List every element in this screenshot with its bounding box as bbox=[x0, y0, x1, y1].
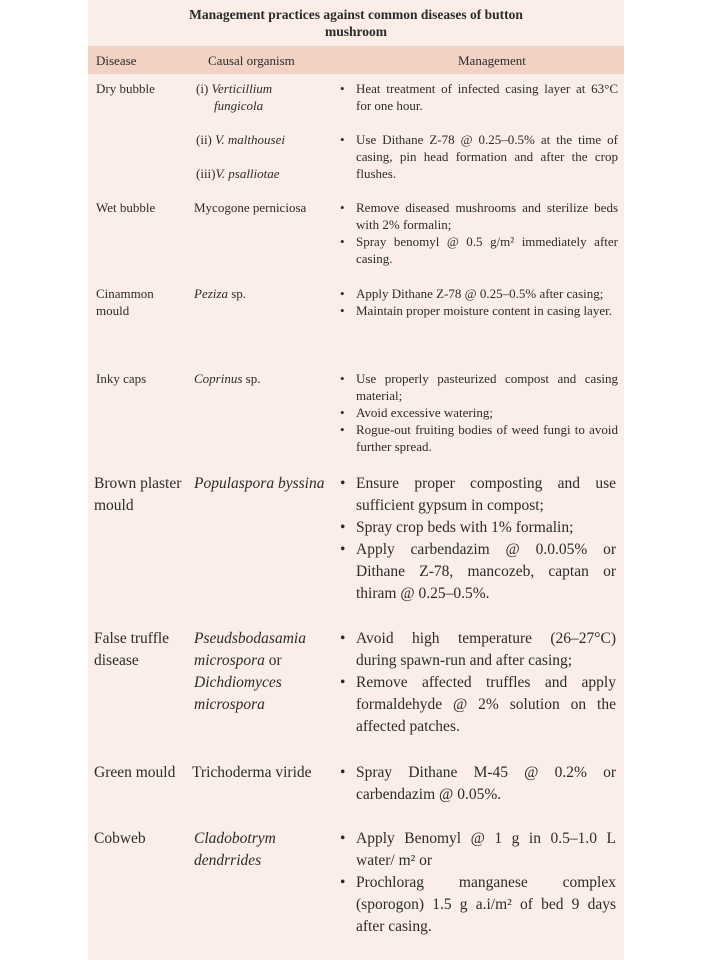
list-item: • Avoid excessive watering; bbox=[336, 404, 618, 421]
organism-cell: Populaspora byssina bbox=[194, 475, 325, 492]
management-cell bbox=[336, 628, 616, 738]
list-item: • Prochlorag manganese complex (sporogon) 1.5 g a.i/m² of bed 9 days after casing. bbox=[336, 872, 616, 938]
disease-cell: Cinammon mould bbox=[96, 286, 154, 318]
list-item: • Spray crop beds with 1% formalin; bbox=[336, 517, 616, 539]
table-panel bbox=[88, 0, 624, 960]
management-cell bbox=[336, 199, 618, 267]
organism-cell: Pseudsbodasamia microspora or Dichdiomyces microspora bbox=[194, 630, 306, 713]
list-item: • Ensure proper composting and use sufficient gypsum in compost; bbox=[336, 473, 616, 517]
disease-cell: Green mould bbox=[94, 764, 176, 781]
header-causal-organism: Causal organism bbox=[208, 53, 295, 68]
table-title: Management practices against common diseases of button mushroom bbox=[189, 7, 523, 39]
management-cell bbox=[336, 828, 616, 938]
list-item: • Apply Dithane Z-78 @ 0.25–0.5% after casing; bbox=[336, 285, 618, 302]
organism-cell: Coprinus sp. bbox=[194, 371, 261, 386]
management-cell bbox=[336, 285, 618, 319]
organism-cell: Mycogone perniciosa bbox=[194, 200, 307, 215]
list-item: • Use Dithane Z-78 @ 0.25–0.5% at the time of casing, pin head formation and after the crop flushes. bbox=[336, 131, 618, 182]
table-header bbox=[88, 46, 624, 74]
management-cell bbox=[336, 370, 618, 455]
disease-cell: Wet bubble bbox=[96, 200, 156, 215]
list-item: • Rogue-out fruiting bodies of weed fungi to avoid further spread. bbox=[336, 421, 618, 455]
disease-cell: Inky caps bbox=[96, 371, 147, 386]
management-cell bbox=[336, 473, 616, 605]
list-item: • Remove affected truffles and apply formaldehyde @ 2% solution on the affected patches. bbox=[336, 672, 616, 738]
list-item: • Use properly pasteurized compost and casing material; bbox=[336, 370, 618, 404]
list-item: • Spray Dithane M-45 @ 0.2% or carbendazim @ 0.05%. bbox=[336, 762, 616, 806]
list-item: • Maintain proper moisture content in casing layer. bbox=[336, 302, 618, 319]
disease-cell: Brown plaster mould bbox=[94, 475, 182, 514]
disease-cell: Dry bubble bbox=[96, 81, 155, 96]
list-item: • Apply carbendazim @ 0.0.05% or Dithane Z-78, mancozeb, captan or thiram @ 0.25–0.5%. bbox=[336, 539, 616, 605]
list-item: • Avoid high temperature (26–27°C) during spawn-run and after casing; bbox=[336, 628, 616, 672]
organism-cell: Peziza sp. bbox=[194, 286, 247, 301]
organism-cell: Trichoderma viride bbox=[192, 764, 312, 781]
header-disease: Disease bbox=[96, 53, 137, 68]
list-item: • Spray benomyl @ 0.5 g/m² immediately after casing. bbox=[336, 233, 618, 267]
list-item: • Remove diseased mushrooms and sterilize beds with 2% formalin; bbox=[336, 199, 618, 233]
organism-cell: (i) Verticillium fungicola (ii) V. malthousei (iii)V. psalliotae bbox=[196, 81, 285, 181]
list-item: • Apply Benomyl @ 1 g in 0.5–1.0 L water/ m² or bbox=[336, 828, 616, 872]
management-cell bbox=[336, 80, 618, 182]
disease-cell: False truffle disease bbox=[94, 630, 170, 669]
header-management: Management bbox=[458, 53, 526, 68]
organism-cell: Cladobotrym dendrrides bbox=[194, 830, 276, 869]
disease-cell: Cobweb bbox=[94, 830, 146, 847]
list-item: • Heat treatment of infected casing layer at 63°C for one hour. bbox=[336, 80, 618, 114]
management-cell bbox=[336, 762, 616, 806]
